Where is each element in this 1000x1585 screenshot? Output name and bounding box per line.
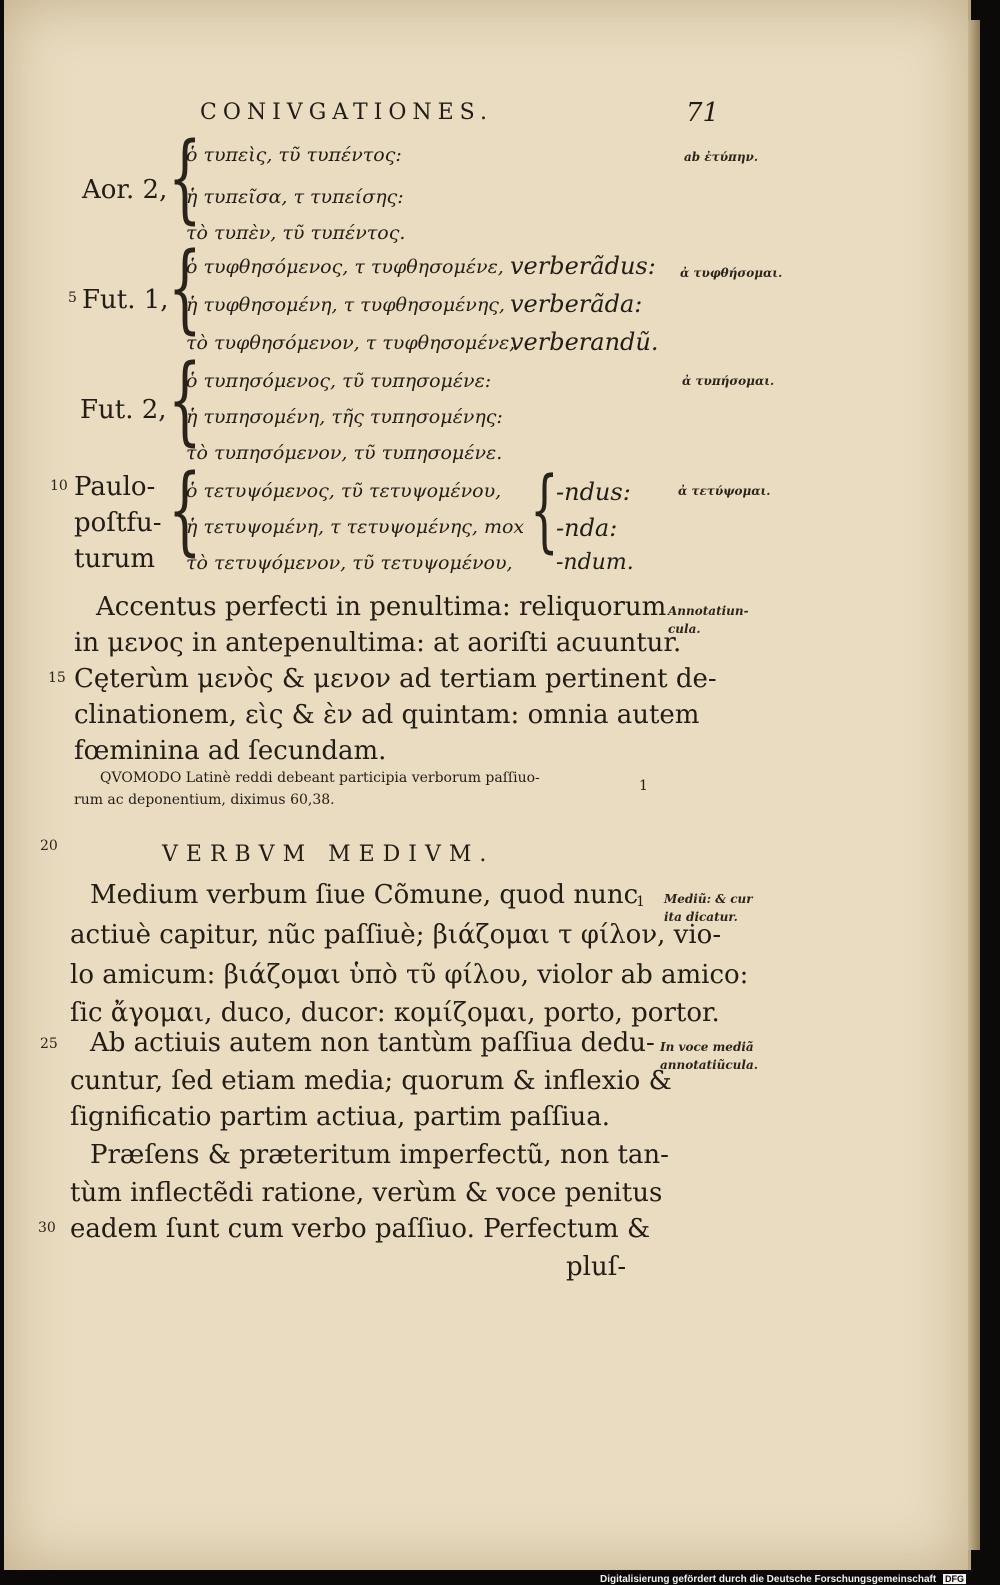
page-number: 71 [686, 98, 720, 128]
margin-note: In voce mediã [660, 1040, 754, 1054]
paragraph-line: clinationem, εὶς & ὲν ad quintam: omnia autem [74, 700, 700, 730]
catchword: pluſ- [566, 1252, 627, 1282]
note-marker: 1 [639, 778, 648, 794]
paragraph-line: Ab actiuis autem non tantùm paſſiua dedu- [90, 1028, 655, 1058]
latin-gloss: verberãdus: [510, 252, 656, 280]
greek-line: ὁ τυφθησόμενος, τ τυφθησομένε, [186, 256, 504, 278]
paragraph-line: ſignificatio partim actiua, partim paſſiua. [70, 1102, 611, 1132]
tense-label-aor2: Aor. 2, [82, 175, 168, 205]
greek-line: τὸ τυφθησόμενον, τ τυφθησομένε, [186, 332, 516, 354]
tense-label-paulopost: turum [74, 544, 156, 574]
brace: { [168, 344, 202, 456]
footer-text: Digitalisierung gefördert durch die Deutsche Forschungsgemeinschaft [600, 1574, 937, 1585]
page-edge [968, 20, 980, 1550]
tense-label-paulopost: Paulo- [74, 472, 156, 502]
margin-note: Annotatiun- [668, 604, 749, 618]
greek-line: ἡ τυπεῖσα, τ τυπείσης: [186, 186, 404, 208]
paragraph-line: tùm inflectẽdi ratione, verùm & voce penitus [70, 1178, 663, 1208]
dfg-logo: DFG [944, 1574, 964, 1584]
greek-line: ὁ τετυψόμενος, τῦ τετυψομένου, [186, 480, 502, 502]
paragraph-line: Accentus perfecti in penultima: reliquorum [96, 592, 667, 622]
greek-line: ἡ τετυψομένη, τ τετυψομένης, mox [186, 516, 525, 538]
line-number: 30 [38, 1220, 56, 1236]
margin-note: ab ἐτύπην. [684, 150, 759, 164]
greek-line: ἡ τυφθησομένη, τ τυφθησομένης, [186, 294, 505, 316]
margin-note: ἀ τυφθήσομαι. [680, 266, 783, 280]
brace: { [168, 122, 202, 234]
greek-line: τὸ τυπησόμενον, τῦ τυπησομένε. [186, 442, 503, 464]
section-title: VERBVM MEDIVM. [162, 842, 495, 867]
margin-note: cula. [668, 622, 701, 636]
paragraph-line: in μενος in antepenultima: at aoriſti acuuntur. [74, 628, 682, 658]
tense-label-paulopost: poſtfu- [74, 508, 162, 538]
greek-line: ὁ τυπησόμενος, τῦ τυπησομένε: [186, 370, 492, 392]
paragraph-line: Præſens & præteritum imperfectũ, non tan- [90, 1140, 669, 1170]
paragraph-line: actiuè capitur, nũc paſſiuè; βιάζομαι τ φίλον, vio- [70, 920, 722, 950]
line-number: 20 [40, 838, 58, 854]
greek-line: τὸ τυπὲν, τῦ τυπέντος. [186, 222, 406, 244]
margin-note: ita dicatur. [664, 910, 738, 924]
latin-gloss: -nda: [556, 514, 618, 542]
brace: { [530, 458, 559, 563]
paragraph-line: Medium verbum ſiue Cõmune, quod nunc [90, 880, 639, 910]
margin-note: annotatiũcula. [660, 1058, 758, 1072]
note-marker: 1 [636, 894, 645, 910]
line-number: 15 [48, 670, 66, 686]
paragraph-line: Cęterùm μενὸς & μενον ad tertiam pertinent de- [74, 664, 717, 694]
tense-label-fut2: Fut. 2, [80, 395, 167, 425]
margin-note: ἀ τυπήσομαι. [682, 374, 775, 388]
note-line: QVOMODO Latinè reddi debeant participia verborum paſſiuo- [100, 770, 540, 786]
running-header: CONIVGATIONES. [200, 100, 493, 125]
paragraph-line: fœminina ad ſecundam. [74, 736, 387, 766]
greek-line: τὸ τετυψόμενον, τῦ τετυψομένου, [186, 552, 513, 574]
margin-note: Mediũ: & cur [664, 892, 753, 906]
paragraph-line: lo amicum: βιάζομαι ὑπὸ τῦ φίλου, violor ab amico: [70, 960, 749, 990]
paragraph-line: eadem ſunt cum verbo paſſiuo. Perfectum & [70, 1214, 651, 1244]
greek-line: ἡ τυπησομένη, τῆς τυπησομένης: [186, 406, 503, 428]
latin-gloss: -ndus: [556, 478, 631, 506]
latin-gloss: verberãda: [510, 290, 643, 318]
latin-gloss: -ndum. [556, 550, 634, 575]
tense-label-fut1: Fut. 1, [82, 285, 169, 315]
digitization-footer [600, 1574, 966, 1585]
line-number: 10 [50, 478, 68, 494]
line-number: 5 [68, 290, 77, 306]
note-line: rum ac deponentium, diximus 60,38. [74, 792, 335, 808]
brace: { [168, 232, 202, 344]
paragraph-line: ſic ἄγομαι, duco, ducor: κομίζομαι, porto, portor. [70, 998, 720, 1028]
paragraph-line: cuntur, ſed etiam media; quorum & inflexio & [70, 1066, 672, 1096]
brace: { [168, 454, 202, 566]
line-number: 25 [40, 1036, 58, 1052]
latin-gloss: verberandũ. [510, 328, 659, 356]
greek-line: ὁ τυπεὶς, τῦ τυπέντος: [186, 144, 402, 166]
margin-note: ἀ τετύψομαι. [678, 484, 771, 498]
